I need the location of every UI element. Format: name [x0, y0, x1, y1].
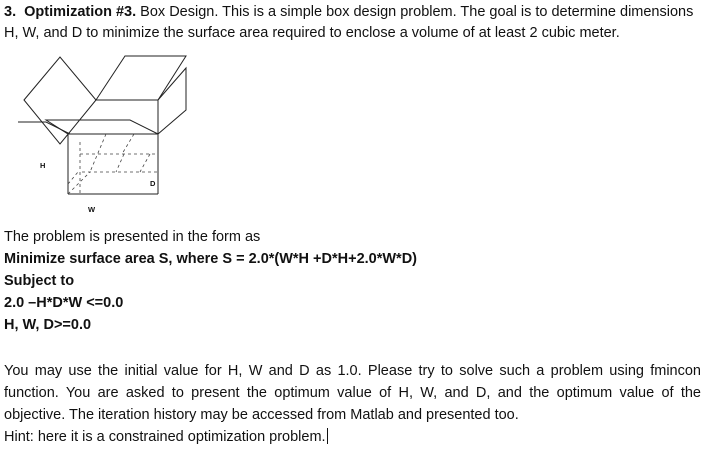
label-h: H: [40, 161, 46, 170]
left-flap: [24, 57, 96, 144]
instructions-line3: objective. The iteration history may be accessed from Matlab and presented too.: [4, 407, 519, 423]
label-w: W: [88, 205, 96, 214]
problem-title: Optimization #3.: [24, 4, 137, 20]
hint-line: [4, 426, 701, 448]
label-d: D: [150, 179, 156, 188]
problem-heading: [4, 3, 693, 21]
objective-line: Minimize surface area S, where S = 2.0*(W*H +D*H+2.0*W*D): [4, 251, 418, 267]
hint-text: Hint: here it is a constrained optimization problem.: [4, 429, 326, 445]
back-flap: [96, 56, 186, 100]
text-cursor: [327, 428, 328, 444]
front-flap: [46, 120, 158, 134]
instructions-paragraph: [4, 360, 701, 448]
formulation-lead: The problem is presented in the form as: [4, 229, 261, 245]
box-diagram: [10, 44, 206, 218]
problem-intro-line2: H, W, and D to minimize the surface area required to enclose a volume of at least 2 cubic meter.: [4, 25, 620, 41]
bounds-line: H, W, D>=0.0: [4, 317, 92, 333]
constraint-line: 2.0 –H*D*W <=0.0: [4, 295, 124, 311]
problem-number: 3.: [4, 4, 17, 20]
instructions-line1: You may use the initial value for H, W and D as 1.0. Please try to solve such a problem using fmincon: [4, 363, 701, 379]
instructions-line2: function. You are asked to present the optimum value of H, W, and D, and the optimum value of the: [4, 385, 701, 401]
problem-intro: Box Design. This is a simple box design problem. The goal is to determine dimensions: [136, 4, 694, 20]
subject-to-label: Subject to: [4, 273, 75, 289]
